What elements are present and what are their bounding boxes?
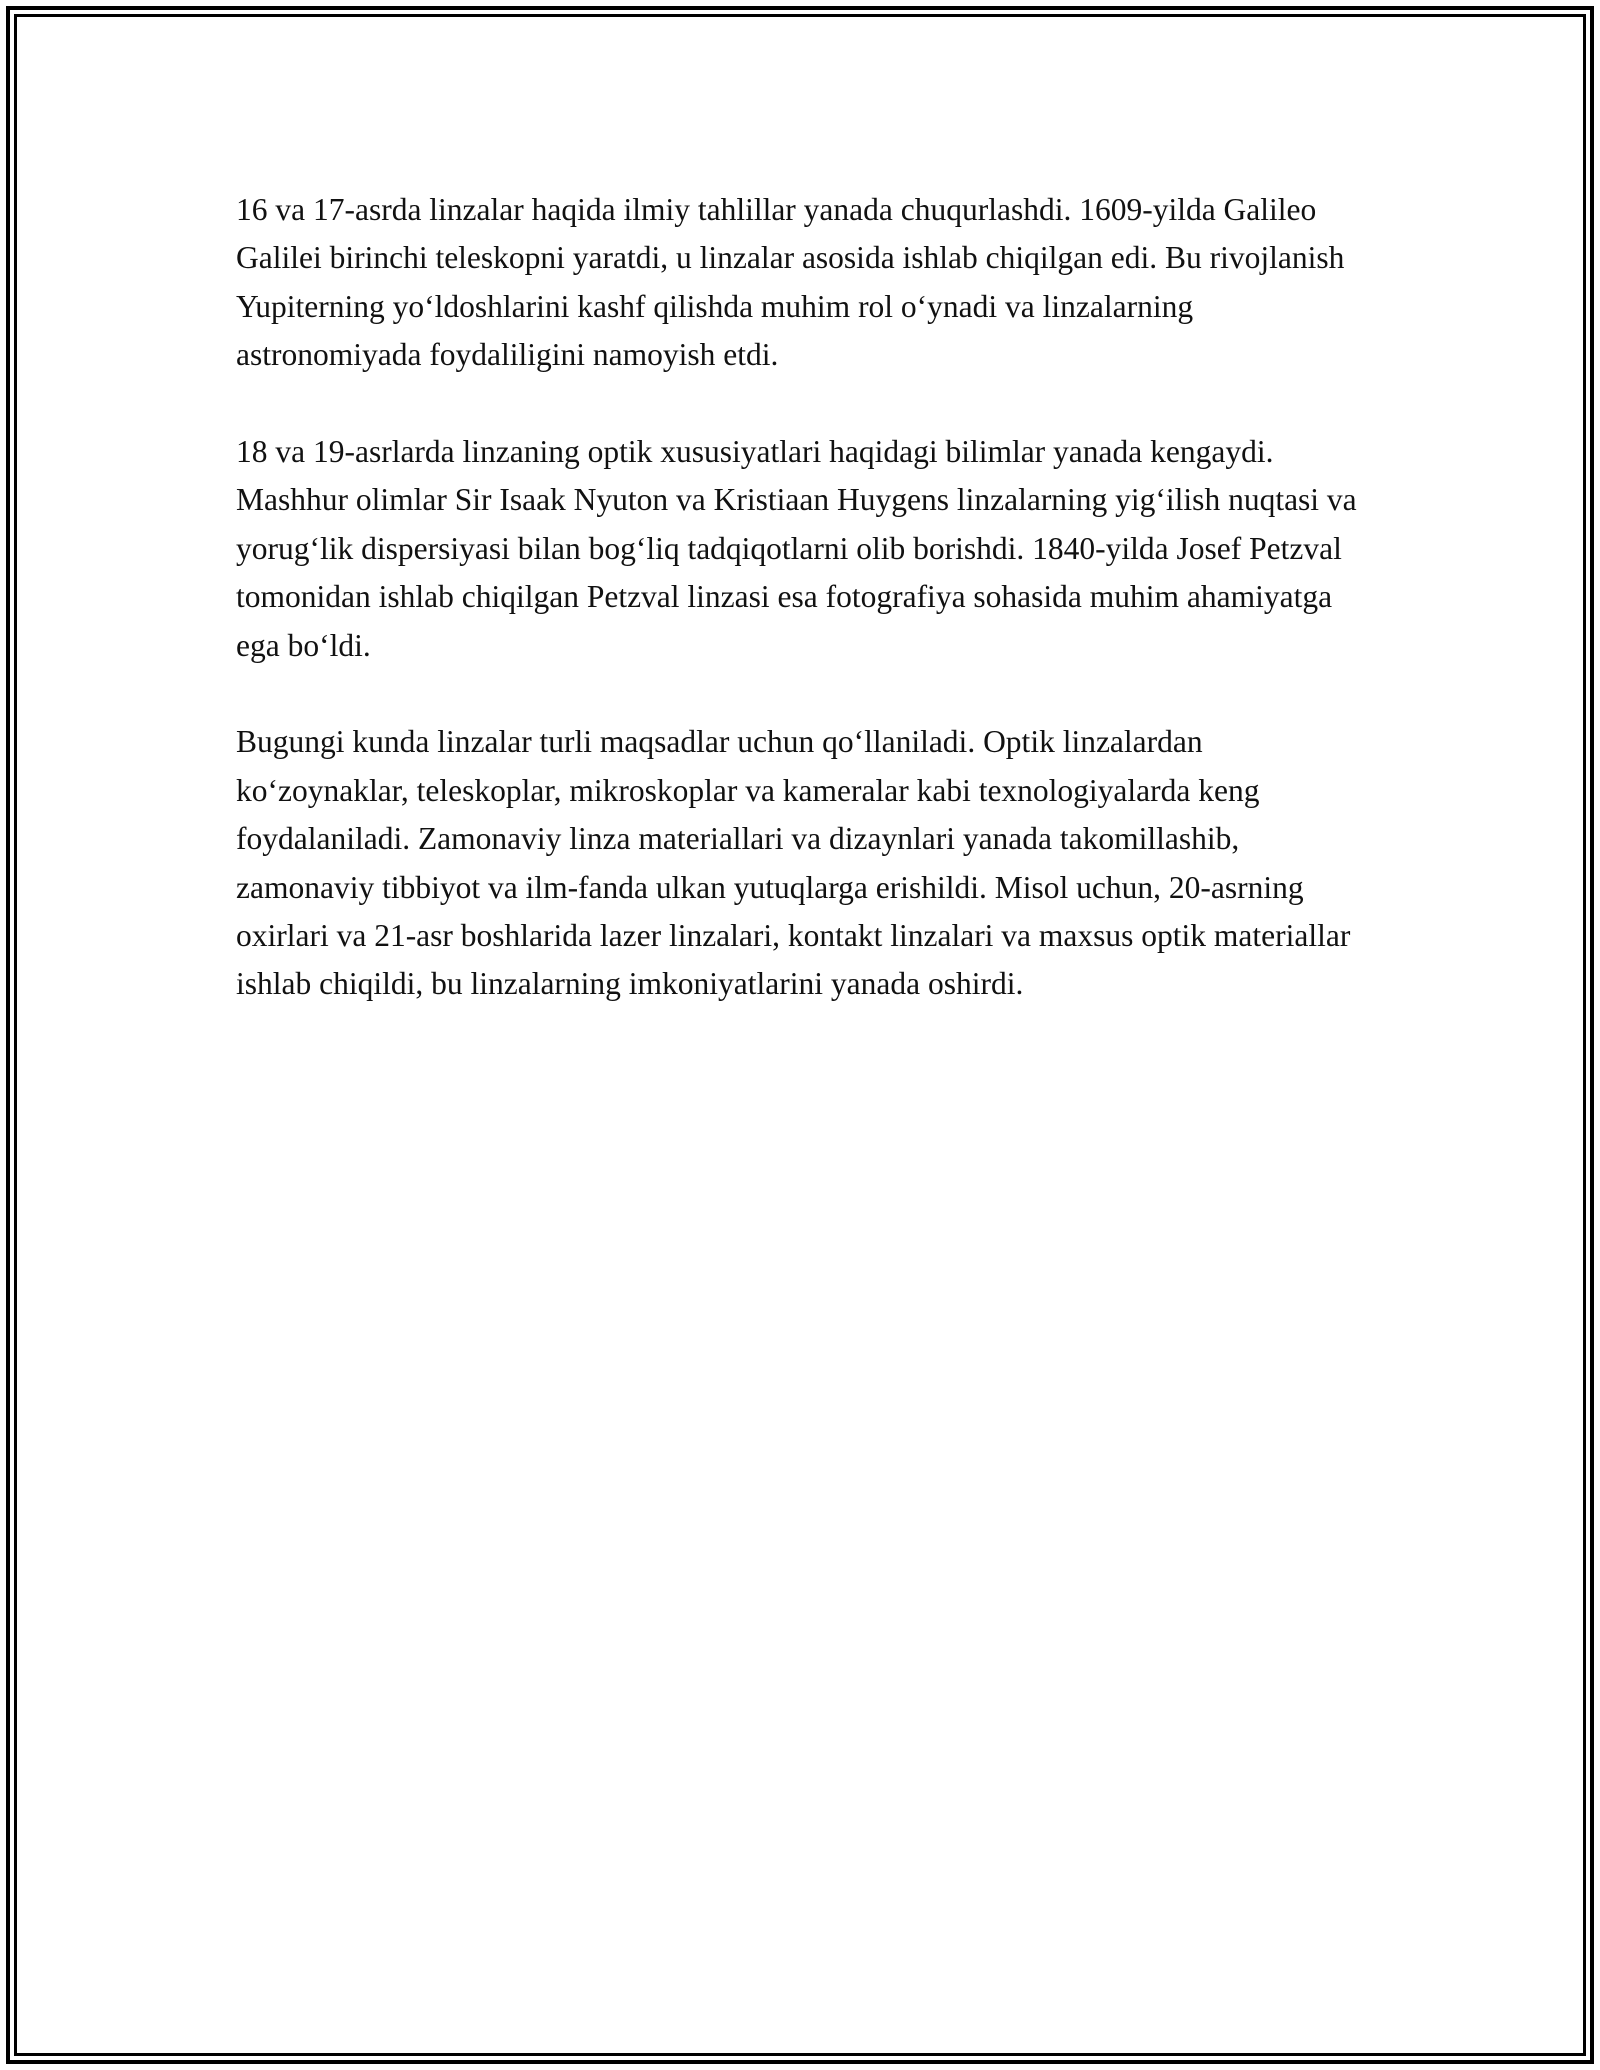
- paragraph-3: Bugungi kunda linzalar turli maqsadlar uchun qo‘llaniladi. Optik linzalardan ko‘zoynaklar, teleskoplar, mikroskoplar va kameralar kabi texnologiyalarda keng foydalaniladi. Zamonaviy linza materiallari va dizaynlari yanada takomillashib, zamonaviy tibbiyot va ilm-fanda ulkan yutuqlarga erishildi. Misol uchun, 20-asrning oxirlari va 21-asr boshlarida lazer linzalari, kontakt linzalari va maxsus optik materiallar ishlab chiqildi, bu linzalarning imkoniyatlarini yanada oshirdi.: [236, 724, 1351, 1002]
- paragraph-1: 16 va 17-asrda linzalar haqida ilmiy tahlillar yanada chuqurlashdi. 1609-yilda Galileo Galilei birinchi teleskopni yaratdi, u linzalar asosida ishlab chiqilgan edi. Bu rivojlanish Yupiterning yo‘ldoshlarini kashf qilishda muhim rol o‘ynadi va linzalarning astronomiyada foydaliligini namoyish etdi.: [236, 192, 1345, 373]
- document-body: [236, 186, 1366, 1057]
- paragraph-2: 18 va 19-asrlarda linzaning optik xususiyatlari haqidagi bilimlar yanada kengaydi. Mashhur olimlar Sir Isaak Nyuton va Kristiaan Huygens linzalarning yig‘ilish nuqtasi va yorug‘lik dispersiyasi bilan bog‘liq tadqiqotlarni olib borishdi. 1840-yilda Josef Petzval tomonidan ishlab chiqilgan Petzval linzasi esa fotografiya sohasida muhim ahamiyatga ega bo‘ldi.: [236, 434, 1357, 663]
